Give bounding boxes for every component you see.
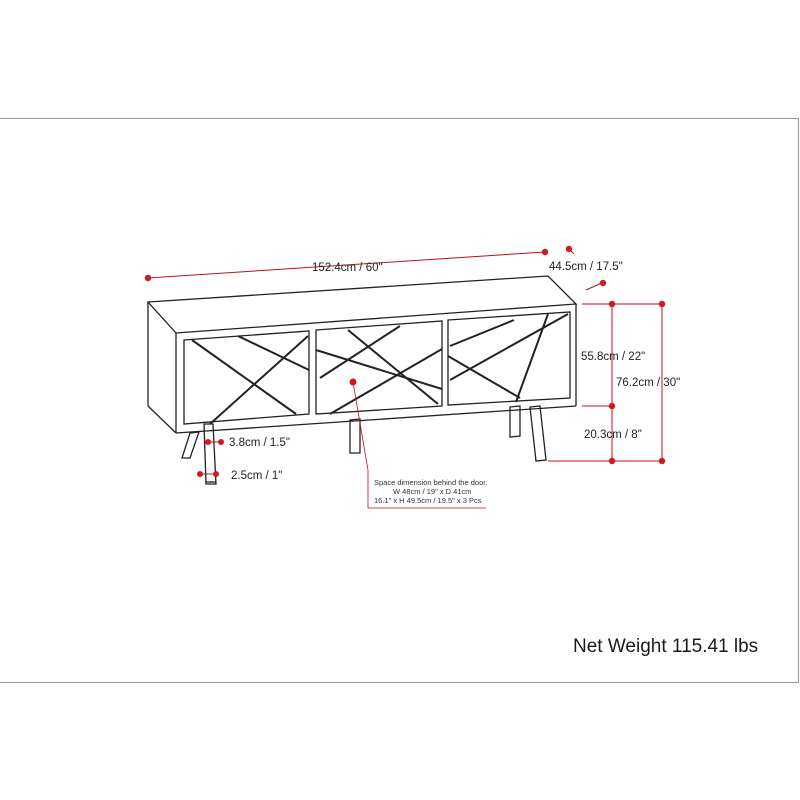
width-dimension bbox=[145, 249, 548, 281]
door-left-pattern bbox=[192, 336, 309, 424]
leg-middle bbox=[350, 419, 360, 453]
door-middle-pattern bbox=[316, 326, 442, 414]
net-weight-label: Net Weight 115.41 lbs bbox=[573, 636, 759, 657]
cabinet-top bbox=[148, 276, 576, 333]
interior-space-callout bbox=[350, 379, 488, 509]
leg-top-diameter-dimension bbox=[205, 437, 290, 449]
note-line-3: 16.1" x H 49.5cm / 19.5" x 3 Pcs bbox=[374, 496, 482, 505]
leg-bottom-diameter-label: 2.5cm / 1" bbox=[231, 470, 283, 482]
leg-height-label: 20.3cm / 8" bbox=[584, 429, 642, 441]
cabinet-height-dimension bbox=[581, 301, 645, 409]
leg-front-left bbox=[182, 432, 199, 458]
leg-height-dimension bbox=[548, 406, 662, 464]
door-right-pattern bbox=[448, 314, 568, 402]
note-line-2: W 48cm / 19" x D 41cm bbox=[393, 487, 472, 496]
leg-bottom-diameter-dimension bbox=[197, 470, 282, 482]
leg-front-right bbox=[530, 406, 546, 461]
note-line-1: Space dimension behind the door. bbox=[374, 478, 488, 487]
width-label: 152.4cm / 60" bbox=[312, 262, 383, 274]
depth-label: 44.5cm / 17.5" bbox=[549, 261, 623, 273]
tv-stand-drawing bbox=[148, 276, 576, 484]
leg-top-diameter-label: 3.8cm / 1.5" bbox=[229, 437, 290, 449]
cabinet-left-bottom bbox=[148, 406, 176, 433]
depth-dimension bbox=[549, 246, 623, 290]
total-height-label: 76.2cm / 30" bbox=[616, 377, 681, 389]
cabinet-height-label: 55.8cm / 22" bbox=[581, 351, 646, 363]
